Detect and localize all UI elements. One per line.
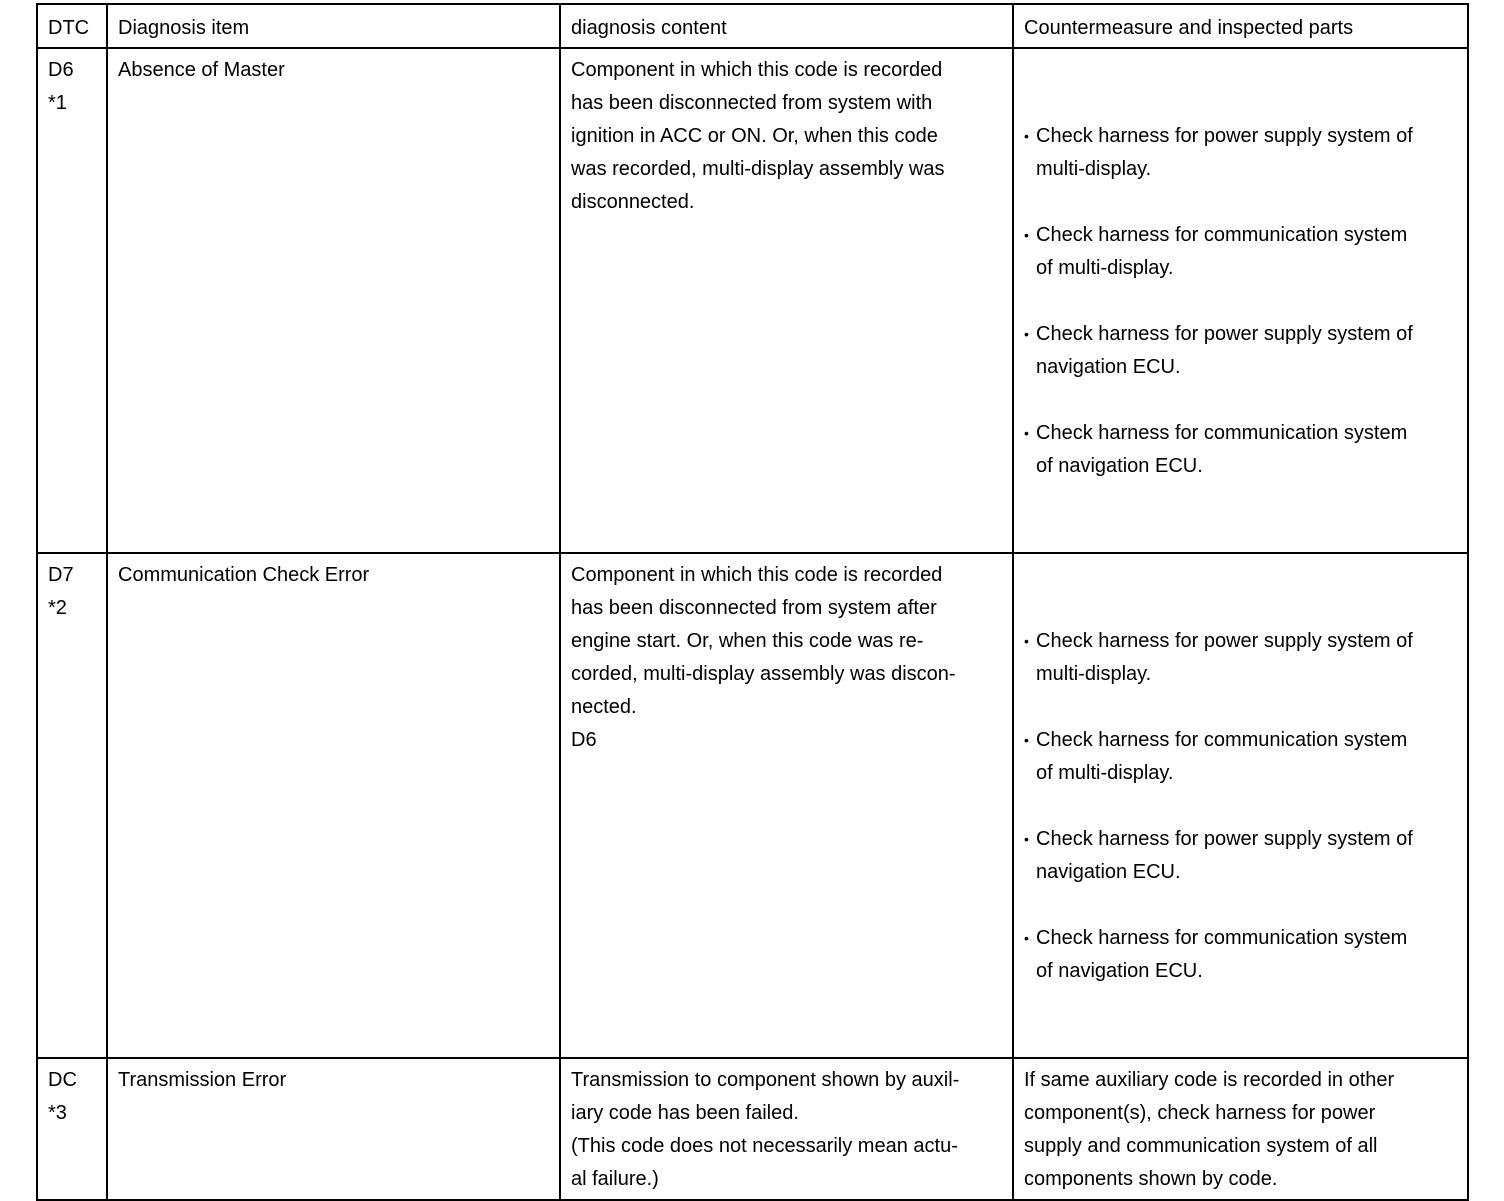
countermeasure-text: Check harness for power supply system of multi-display. <box>1036 630 1413 685</box>
countermeasure-text: Check harness for power supply system of navigation ECU. <box>1036 323 1413 378</box>
bullet-icon: • <box>1024 128 1029 144</box>
bullet-icon: • <box>1024 326 1029 342</box>
bullet-icon: • <box>1024 732 1029 748</box>
dtc-code-cell: DC *3 <box>37 1058 107 1200</box>
countermeasure-item <box>1024 724 1457 790</box>
countermeasure-text: Check harness for power supply system of navigation ECU. <box>1036 828 1413 883</box>
countermeasure-text: Check harness for communication system of multi-display. <box>1036 224 1408 279</box>
countermeasure-item <box>1024 417 1457 483</box>
header-diagnosis-content: diagnosis content <box>560 4 1013 48</box>
dtc-code-cell: D7 *2 <box>37 553 107 1058</box>
dtc-code-cell: D6 *1 <box>37 48 107 553</box>
countermeasure-cell <box>1013 48 1468 553</box>
countermeasure-cell: If same auxiliary code is recorded in other component(s), check harness for power supply and communication system of all components shown by code. <box>1013 1058 1468 1200</box>
table-row <box>37 48 1468 553</box>
bullet-icon: • <box>1024 227 1029 243</box>
countermeasure-text: Check harness for power supply system of multi-display. <box>1036 125 1413 180</box>
countermeasure-item <box>1024 625 1457 691</box>
diagnosis-item-cell: Transmission Error <box>107 1058 560 1200</box>
diagnosis-content-code: D6 <box>571 729 597 751</box>
countermeasure-item <box>1024 120 1457 186</box>
countermeasure-item <box>1024 823 1457 889</box>
header-dtc: DTC <box>37 4 107 48</box>
countermeasure-list <box>1024 592 1457 1021</box>
bullet-icon: • <box>1024 831 1029 847</box>
countermeasure-cell <box>1013 553 1468 1058</box>
bullet-icon: • <box>1024 633 1029 649</box>
diagnosis-content-text: Component in which this code is recorded has been disconnected from system after engine start. Or, when this code was re- corded, multi-display assembly was discon- nected. <box>571 564 956 718</box>
countermeasure-text: Check harness for communication system of navigation ECU. <box>1036 422 1408 477</box>
header-diagnosis-item: Diagnosis item <box>107 4 560 48</box>
bullet-icon: • <box>1024 930 1029 946</box>
countermeasure-item <box>1024 922 1457 988</box>
diagnosis-item-cell: Communication Check Error <box>107 553 560 1058</box>
table-row <box>37 1058 1468 1200</box>
bullet-icon: • <box>1024 425 1029 441</box>
diagnosis-content-cell: Transmission to component shown by auxil- iary code has been failed. (This code does not necessarily mean actu- al failure.) <box>560 1058 1013 1200</box>
countermeasure-item <box>1024 318 1457 384</box>
countermeasure-item <box>1024 219 1457 285</box>
diagnosis-content-cell: Component in which this code is recorded has been disconnected from system with ignition in ACC or ON. Or, when this code was recorded, multi-display assembly was disconnected. <box>560 48 1013 553</box>
header-countermeasure: Countermeasure and inspected parts <box>1013 4 1468 48</box>
diagnosis-item-cell: Absence of Master <box>107 48 560 553</box>
header-row <box>37 4 1468 48</box>
table-row <box>37 553 1468 1058</box>
countermeasure-text: Check harness for communication system of navigation ECU. <box>1036 927 1408 982</box>
countermeasure-text: Check harness for communication system of multi-display. <box>1036 729 1408 784</box>
diagnosis-content-cell <box>560 553 1013 1058</box>
countermeasure-list <box>1024 87 1457 516</box>
dtc-table <box>36 3 1469 1201</box>
